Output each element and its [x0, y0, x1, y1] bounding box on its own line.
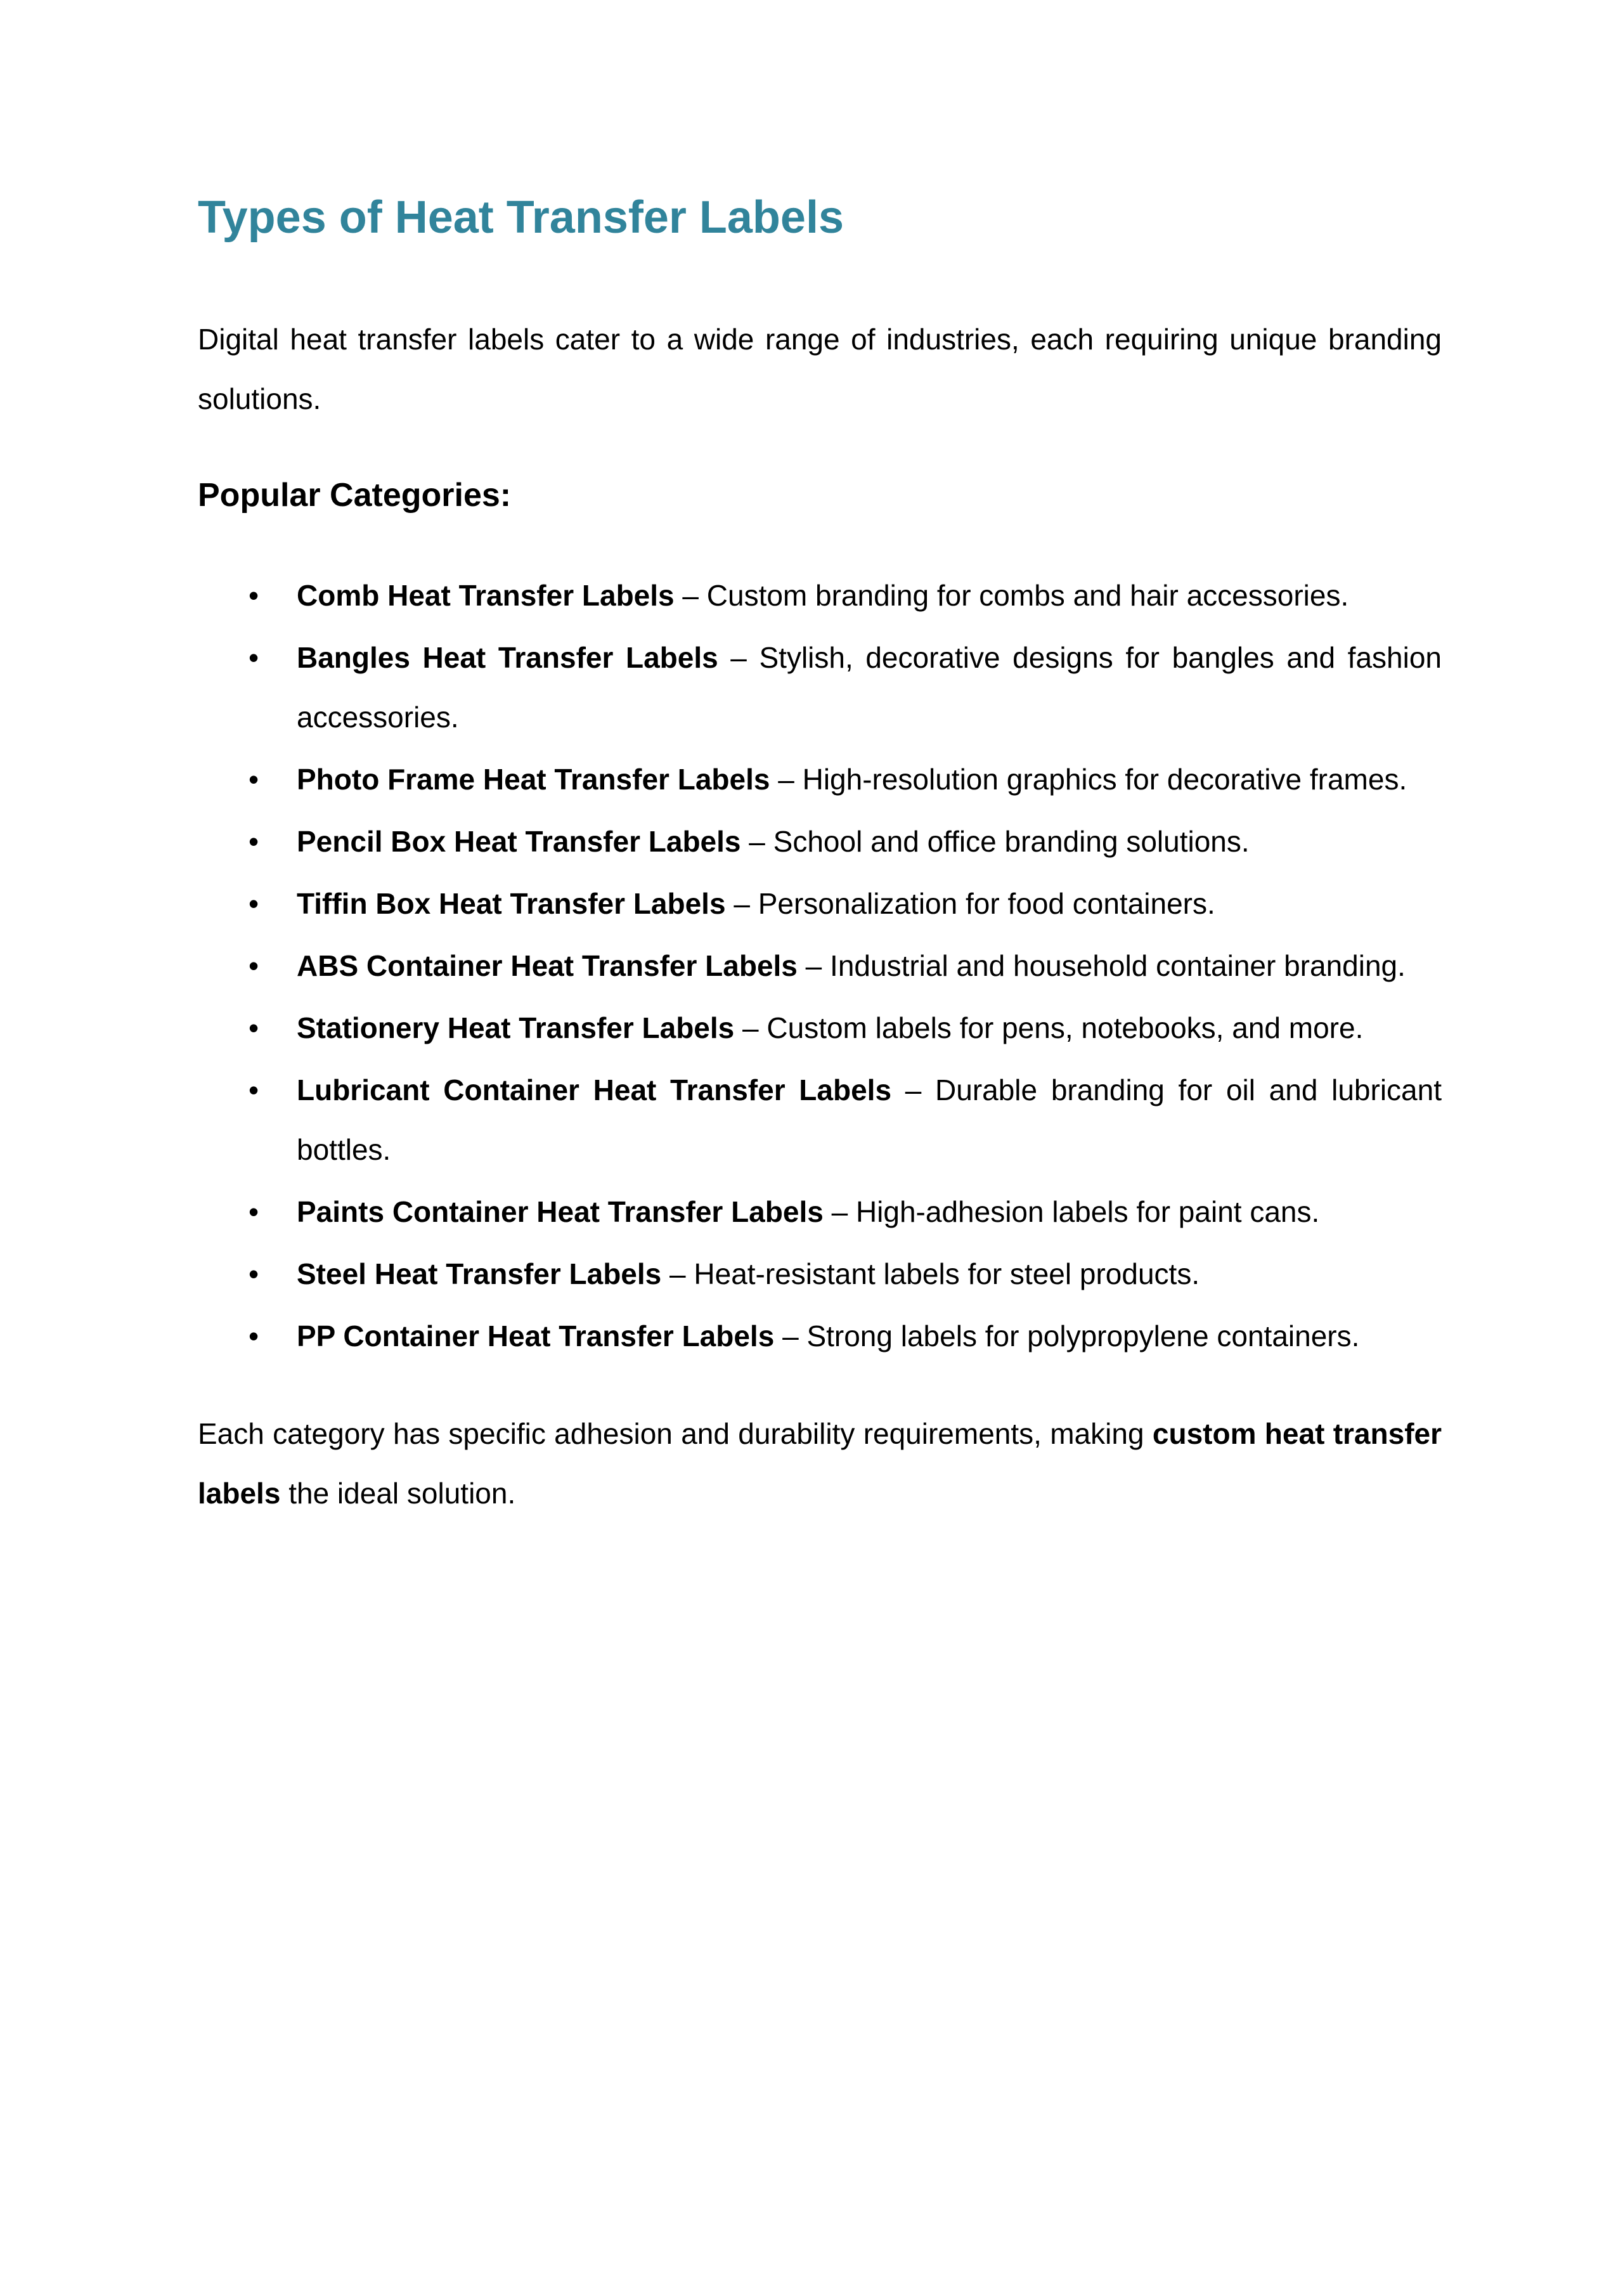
bullet-icon: •	[249, 762, 259, 796]
list-item-description: – Industrial and household container branding.	[797, 949, 1406, 982]
bullet-icon: •	[249, 1011, 259, 1044]
list-item-name: Stationery Heat Transfer Labels	[297, 1011, 735, 1044]
list-item-description: – Stylish, decorative designs for bangles and fashion accessories.	[297, 640, 1442, 734]
list-item-name: Steel Heat Transfer Labels	[297, 1257, 662, 1290]
bullet-icon: •	[249, 1073, 259, 1106]
list-item-description: – Heat-resistant labels for steel products.	[661, 1257, 1200, 1290]
bullet-icon: •	[249, 824, 259, 858]
bullet-icon: •	[249, 949, 259, 982]
list-item-description: – Personalization for food containers.	[725, 886, 1215, 920]
list-item	[198, 812, 1442, 871]
list-item-description: – Strong labels for polypropylene containers.	[774, 1319, 1360, 1352]
bullet-icon: •	[249, 886, 259, 920]
list-item	[198, 749, 1442, 809]
page-title: Types of Heat Transfer Labels	[198, 192, 844, 243]
document-page	[198, 190, 1442, 1523]
list-item	[198, 936, 1442, 996]
list-item-description: – Custom branding for combs and hair accessories.	[674, 578, 1349, 612]
list-item	[198, 998, 1442, 1058]
list-item-description: – Durable branding for oil and lubricant bottles.	[297, 1073, 1442, 1166]
list-item-name: Lubricant Container Heat Transfer Labels	[297, 1073, 892, 1106]
closing-text-start: Each category has specific adhesion and durability requirements, making	[198, 1417, 1153, 1450]
list-item-name: Photo Frame Heat Transfer Labels	[297, 762, 770, 796]
bullet-icon: •	[249, 578, 259, 612]
section-heading: Popular Categories:	[198, 477, 512, 514]
closing-paragraph	[198, 1404, 1442, 1523]
list-item	[198, 1182, 1442, 1242]
list-item-name: Comb Heat Transfer Labels	[297, 578, 675, 612]
list-item-name: Tiffin Box Heat Transfer Labels	[297, 886, 726, 920]
list-item	[198, 1060, 1442, 1179]
list-item-name: Pencil Box Heat Transfer Labels	[297, 824, 741, 858]
categories-list	[198, 566, 1442, 1366]
list-item-name: Paints Container Heat Transfer Labels	[297, 1195, 824, 1228]
bullet-icon: •	[249, 1257, 259, 1290]
list-item-name: ABS Container Heat Transfer Labels	[297, 949, 798, 982]
bullet-icon: •	[249, 640, 259, 674]
bullet-icon: •	[249, 1195, 259, 1228]
list-item-description: – School and office branding solutions.	[740, 824, 1250, 858]
list-item	[198, 566, 1442, 625]
list-item-name: Bangles Heat Transfer Labels	[297, 640, 718, 674]
intro-paragraph: Digital heat transfer labels cater to a wide range of industries, each requiring unique branding solutions.	[198, 323, 1442, 416]
closing-text-end: the ideal solution.	[280, 1476, 516, 1510]
closing-text-emphasis: custom heat transfer labels	[198, 1417, 1442, 1510]
bullet-icon: •	[249, 1319, 259, 1352]
list-item	[198, 874, 1442, 933]
list-item-description: – High-resolution graphics for decorative frames.	[770, 762, 1407, 796]
list-item-name: PP Container Heat Transfer Labels	[297, 1319, 775, 1352]
list-item-description: – Custom labels for pens, notebooks, and more.	[734, 1011, 1364, 1044]
list-item	[198, 628, 1442, 747]
list-item	[198, 1306, 1442, 1366]
list-item	[198, 1244, 1442, 1304]
list-item-description: – High-adhesion labels for paint cans.	[823, 1195, 1320, 1228]
